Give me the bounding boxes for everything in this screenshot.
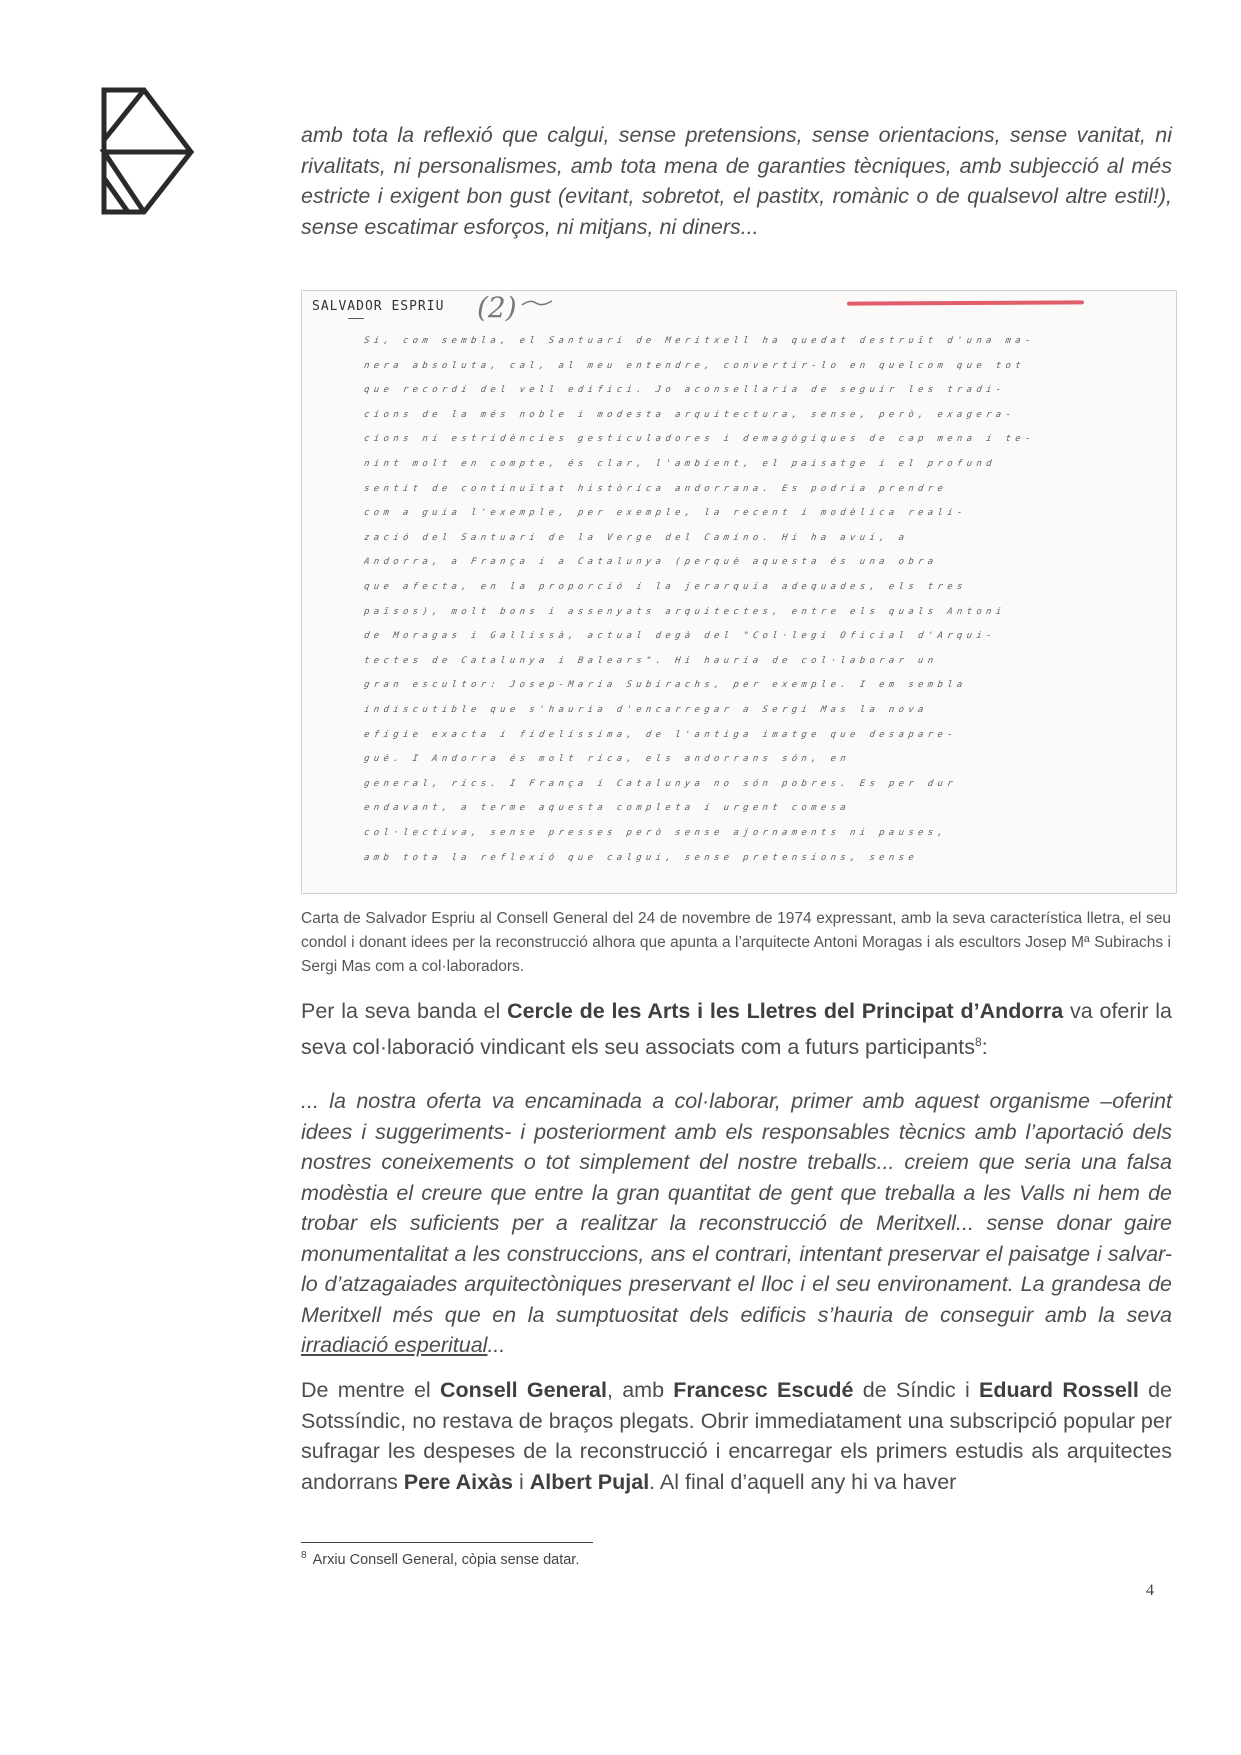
letter-line: nera absoluta, cal, al meu entendre, convertir-lo en quelcom que tot bbox=[363, 360, 1026, 371]
letter-line: gué. I Andorra és molt rica, els andorrans són, en bbox=[363, 754, 851, 765]
p2-albert-pujal: Albert Pujal bbox=[529, 1469, 650, 1494]
letter-line: cions de la més noble i modesta arquitectura, sense, però, exagera- bbox=[363, 409, 1016, 420]
image-caption: Carta de Salvador Espriu al Consell General del 24 de novembre de 1974 expressant, amb la seva característica lletra, el seu condol i donant idees per la reconstrucció alhora que apunta a l’arquitecte Antoni Moragas i als escultors Josep Mª Subirachs i Sergi Mas com a col·laboradors. bbox=[301, 910, 1171, 975]
p1-text-post: va oferir la seva col·laboració vindicant els seu associats com a futurs participants bbox=[301, 999, 1172, 1059]
footnote-text: Arxiu Consell General, còpia sense datar. bbox=[312, 1551, 580, 1568]
footnote-reference[interactable]: 8 bbox=[975, 1034, 982, 1049]
letter-scribble bbox=[520, 297, 554, 311]
quote-cercle bbox=[301, 1086, 1172, 1361]
p2-t6: . Al final d’aquell any hi va haver bbox=[649, 1469, 957, 1494]
p2-t3: de Síndic i bbox=[853, 1378, 979, 1402]
header-quote-text: amb tota la reflexió que calgui, sense pretensions, sense orientacions, sense vanitat, ni rivalitats, ni personalismes, amb tota mena de garanties tècniques, amb subjecció al més estricte i exigent bon gust (evitant, sobretot, el pastitx, romànic o de qualsevol altre estil!), sense escatimar esforços, ni mitjans, ni diners... bbox=[301, 123, 1172, 239]
quote2-end: ... bbox=[487, 1333, 506, 1357]
letter-header-underline bbox=[348, 318, 364, 319]
letter-line: tectes de Catalunya i Balears". Hi hauria de col·laborar un bbox=[363, 655, 939, 666]
page-number: 4 bbox=[1146, 1582, 1154, 1599]
p2-t4: de Sotssíndic, no restava de braços plegats. Obrir immediatament una subscripció popular per sufragar les despeses de la reconstrucció i encarregar els primers estudis als arquitectes andorrans bbox=[301, 1378, 1172, 1494]
letter-line: endavant, a terme aquesta completa i urgent comesa bbox=[363, 803, 851, 814]
letter-header: SALVADOR ESPRIU bbox=[312, 299, 445, 314]
letter-line: països), molt bons i assenyats arquitectes, entre els quals Antoni bbox=[363, 606, 1007, 617]
letter-line: general, rics. I França i Catalunya no són pobres. És per dur bbox=[363, 778, 958, 789]
quote2-text: ... la nostra oferta va encaminada a col·laborar, primer amb aquest organisme –oferint idees i suggeriments- i posteriorment amb els responsables tècnics amb l’aportació dels nostres coneixements o tot simplement del nostre treballs... creiem que seria una falsa modèstia el creure que entre la gran quantitat de gent que treballa a les Valls ni hem de trobar els suficients per a realitzar la reconstrucció de Meritxell... sense donar gaire monumentalitat a les construccions, ans el contrari, intentant preservar el paisatge i salvar-lo d’atzagaiades arquitectòniques preservant el lloc i el seu environament. La grandesa de Meritxell més que en la sumptuositat dels edificis s’hauria de conseguir amb la seva bbox=[301, 1089, 1172, 1327]
footnote-number: 8 bbox=[301, 1550, 307, 1561]
letter-line: com a guia l'exemple, per exemple, la recent i modèlica reali- bbox=[363, 508, 968, 519]
footnote-separator bbox=[301, 1542, 593, 1543]
footnote bbox=[301, 1550, 579, 1568]
red-pencil-line bbox=[847, 300, 1084, 305]
letter-line: Si, com sembla, el Santuari de Meritxell ha quedat destruït d'una ma- bbox=[363, 336, 1036, 346]
header-quote bbox=[301, 120, 1172, 242]
p1-text-end: : bbox=[981, 1034, 988, 1059]
quote2-underlined: irradiació esperitual bbox=[301, 1333, 488, 1357]
letter-line: indiscutible que s'hauria d'encarregar a Sergi Mas la nova bbox=[363, 705, 929, 715]
letter-line: col·lectiva, sense presses però sense ajornaments ni pauses, bbox=[363, 828, 948, 838]
handwritten-letter-image bbox=[301, 290, 1177, 894]
p2-t2: , amb bbox=[606, 1378, 674, 1402]
letter-line: zació del Santuari de la Verge del Camino. Hi ha avui, a bbox=[363, 532, 909, 543]
paragraph-consell bbox=[301, 1375, 1172, 1497]
letter-page-mark: (2) bbox=[477, 291, 517, 324]
letter-line: sentit de continuïtat històrica andorrana. Es podria prendre bbox=[363, 483, 948, 494]
p1-bold-cercle: Cercle de les Arts i les Lletres del Principat d’Andorra bbox=[507, 999, 1064, 1023]
letter-line: de Moragas i Gallissà, actual degà del "Col·legi Oficial d'Arqui- bbox=[363, 631, 997, 642]
letter-line: que afecta, en la proporció i la jerarquia adequades, els tres bbox=[363, 582, 968, 592]
p2-eduard-rossell: Eduard Rossell bbox=[979, 1378, 1139, 1402]
letter-line: que recordi del vell edifici. Jo aconsellaria de seguir les tradi- bbox=[363, 385, 1007, 396]
letter-line: Andorra, a França i a Catalunya (perquè aquesta és una obra bbox=[363, 557, 939, 568]
p2-t1: De mentre el bbox=[301, 1378, 440, 1402]
letter-line: amb tota la reflexió que calgui, sense pretensions, sense bbox=[363, 852, 919, 863]
letter-line: efígie exacta i fidelíssima, de l'antiga imatge que desapare- bbox=[363, 729, 958, 740]
logo-icon bbox=[100, 86, 195, 216]
letter-line: nint molt en compte, és clar, l'ambient, el paisatge i el profund bbox=[363, 459, 997, 469]
paragraph-cercle bbox=[301, 996, 1172, 1062]
p2-t5: i bbox=[512, 1469, 530, 1494]
letter-line: cions ni estridències gesticuladores i demagògiques de cap mena i te- bbox=[363, 434, 1036, 445]
p2-pere-aixas: Pere Aixàs bbox=[403, 1469, 513, 1494]
p1-text-pre: Per la seva banda el bbox=[301, 999, 508, 1023]
p2-consell-general: Consell General bbox=[439, 1378, 607, 1402]
letter-line: gran escultor: Josep-Maria Subirachs, per exemple. I em sembla bbox=[363, 680, 968, 691]
p2-francesc-escude: Francesc Escudé bbox=[673, 1378, 854, 1402]
